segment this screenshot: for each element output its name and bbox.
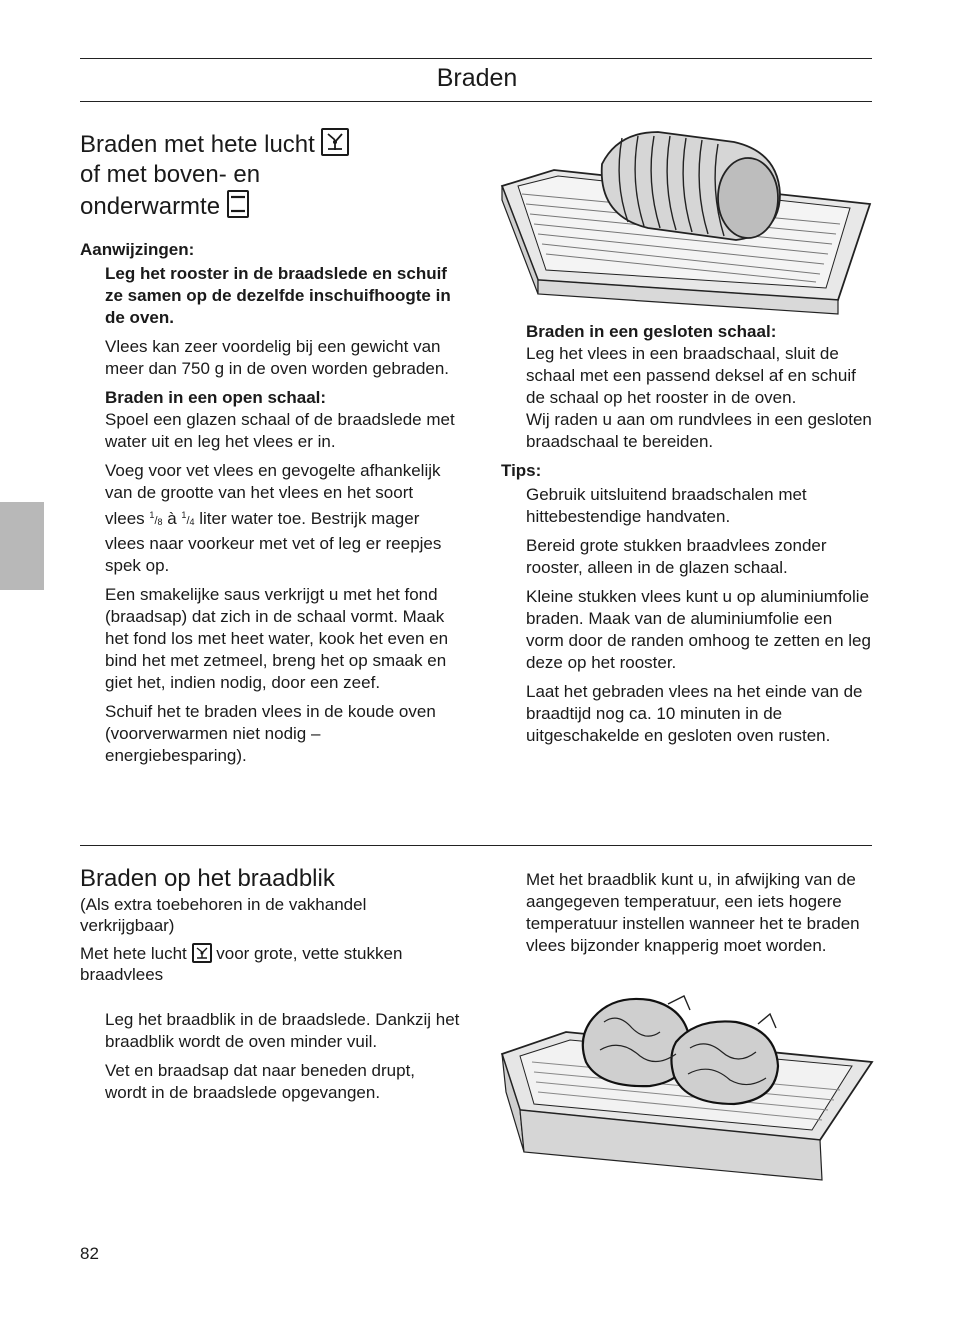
section-divider xyxy=(80,845,872,846)
paragraph-fat: Voeg voor vet vlees en gevogelte afhankelijk van de grootte van het vlees en het soort vlees $^1/_8$ à $^1/_4$ liter water toe. Bestrijk mager vlees naar voorkeur met vet of leg er reepjes spek op. xyxy=(105,461,442,575)
paragraph-cold-oven: Schuif het te braden vlees in de koude oven (voorverwarmen niet nodig – energiebesparing). xyxy=(105,702,436,765)
top-bottom-heat-icon xyxy=(227,190,249,218)
chapter-tab-marker xyxy=(0,502,44,590)
section1-left-column xyxy=(80,239,455,774)
closed-dish-label: Braden in een gesloten schaal: xyxy=(526,322,777,341)
hot-air-note: Met hete lucht voor grote, vette stukken braadvlees xyxy=(80,944,403,984)
header-top-rule xyxy=(80,58,872,59)
section2-right-column xyxy=(526,869,866,964)
notes-label: Aanwijzingen: xyxy=(80,240,195,259)
closed-dish-block xyxy=(501,321,873,409)
section2-left-column xyxy=(80,894,460,1111)
section1-heading: Braden met hete lucht of met boven- en onderwarmte xyxy=(80,128,480,222)
note-rack-placement: Leg het rooster in de braadslede en schuif ze samen op de dezelfde inschuifhoogte in de oven. xyxy=(105,264,451,327)
page-number: 82 xyxy=(80,1244,99,1263)
open-dish-block xyxy=(80,387,455,453)
roast-on-rack-illustration xyxy=(498,124,872,318)
paragraph-braadblik-1: Leg het braadblik in de braadslede. Dankzij het braadblik wordt de oven minder vuil. xyxy=(105,1010,460,1051)
tips-label: Tips: xyxy=(501,461,542,480)
tip-item: Gebruik uitsluitend braadschalen met hittebestendige handvaten. xyxy=(526,485,807,526)
tip-item: Bereid grote stukken braadvlees zonder rooster, alleen in de glazen schaal. xyxy=(526,536,827,577)
hot-air-fan-icon xyxy=(192,943,212,963)
paragraph-braadblik-2: Vet en braadsap dat naar beneden drupt, wordt in de braadslede opgevangen. xyxy=(105,1061,416,1102)
hot-air-fan-icon xyxy=(321,128,349,156)
paragraph-higher-temp: Met het braadblik kunt u, in afwijking van de aangegeven temperatuur, een iets hogere temperatuur instellen wanneer het te braden vlees bijzonder knapperig moet worden. xyxy=(526,870,860,955)
page-header-title: Braden xyxy=(436,64,518,92)
paragraph-weight: Vlees kan zeer voordelig bij een gewicht van meer dan 750 g in de oven worden gebraden. xyxy=(105,337,450,378)
paragraph-beef: Wij raden u aan om rundvlees in een gesloten braadschaal te bereiden. xyxy=(526,410,872,451)
tip-item: Laat het gebraden vlees na het einde van de braadtijd nog ca. 10 minuten in de uitgeschakelde en gesloten oven rusten. xyxy=(526,682,863,745)
tip-item: Kleine stukken vlees kunt u op aluminiumfolie braden. Maak van de aluminiumfolie een vorm door de randen omhoog te zetten en leg deze op het rooster. xyxy=(526,587,871,672)
closed-dish-text: Leg het vlees in een braadschaal, sluit de schaal met een passend deksel af en schuif de schaal op het rooster in de oven. xyxy=(526,344,856,407)
header-bottom-rule xyxy=(80,101,872,102)
open-dish-text: Spoel een glazen schaal of de braadslede met water uit en leg het vlees er in. xyxy=(105,410,455,451)
section1-right-column xyxy=(501,321,873,754)
paragraph-sauce: Een smakelijke saus verkrijgt u met het fond (braadsap) dat zich in de schaal vormt. Maak het fond los met heet water, kook het even en bind het met zetmeel, breng het op smaak en giet het, indien nodig, door een zeef. xyxy=(105,585,449,692)
meat-on-pan-illustration xyxy=(500,992,874,1184)
fraction-one-quarter: $^1/_4$ xyxy=(181,510,195,527)
section2-heading: Braden op het braadblik xyxy=(80,865,335,892)
open-dish-label: Braden in een open schaal: xyxy=(105,388,327,407)
fraction-one-eighth: $^1/_8$ xyxy=(149,510,163,527)
section2-subheading: (Als extra toebehoren in de vakhandel verkrijgbaar) xyxy=(80,895,367,935)
